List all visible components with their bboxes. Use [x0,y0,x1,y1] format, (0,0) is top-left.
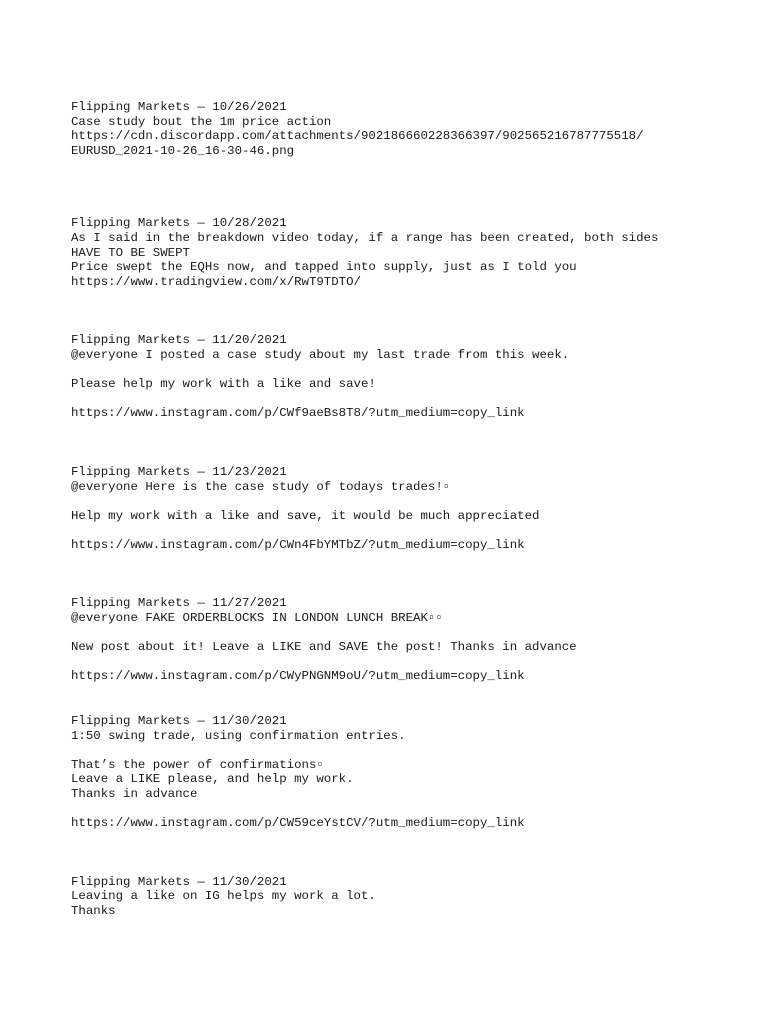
message-header: Flipping Markets — 11/27/2021 [71,596,287,611]
message-gap [71,289,751,333]
message-1 [71,100,751,158]
message-line: Help my work with a like and save, it would be much appreciated [71,508,540,523]
message-link[interactable]: https://www.tradingview.com/x/RwT9TDTO/ [71,274,361,289]
message-header: Flipping Markets — 11/30/2021 [71,874,287,889]
message-line [71,392,751,407]
message-link[interactable]: https://www.instagram.com/p/CWyPNGNM9oU/?utm_medium=copy_link [71,669,525,684]
message-line: Please help my work with a like and save! [71,377,376,392]
message-6 [71,714,751,831]
document-page [71,100,751,919]
message-line: @everyone I posted a case study about my last trade from this week. [71,347,570,362]
message-line: New post about it! Leave a LIKE and SAVE the post! Thanks in advance [71,640,577,655]
message-2 [71,216,751,289]
message-line: Price swept the EQHs now, and tapped into supply, just as I told you [71,260,577,275]
message-gap [71,158,751,216]
message-5 [71,596,751,684]
message-line: HAVE TO BE SWEPT [71,245,190,260]
message-link[interactable]: https://www.instagram.com/p/CW59ceYstCV/?utm_medium=copy_link [71,816,525,831]
message-line: Leave a LIKE please, and help my work. [71,772,354,787]
message-gap [71,684,751,714]
message-gap [71,552,751,596]
message-line: Leaving a like on IG helps my work a lot. [71,889,376,904]
message-line [71,523,751,538]
message-gap [71,421,751,465]
message-line [71,743,751,758]
message-link[interactable]: https://cdn.discordapp.com/attachments/902186660228366397/902565216787775518/ [71,129,644,144]
message-line [71,802,751,817]
message-line: 1:50 swing trade, using confirmation entries. [71,728,406,743]
message-header: Flipping Markets — 10/26/2021 [71,100,287,114]
message-7 [71,875,751,919]
message-line [71,626,751,641]
message-line [71,655,751,670]
message-link[interactable]: EURUSD_2021-10-26_16-30-46.png [71,143,295,158]
message-header: Flipping Markets — 11/30/2021 [71,714,287,729]
message-line [71,494,751,509]
message-line: Thanks in advance [71,787,198,801]
message-gap [71,831,751,875]
message-line [71,363,751,378]
message-link[interactable]: https://www.instagram.com/p/CWn4FbYMTbZ/?utm_medium=copy_link [71,537,525,552]
message-line: As I said in the breakdown video today, if a range has been created, both sides [71,230,659,245]
message-line: Case study bout the 1m price action [71,114,332,129]
message-header: Flipping Markets — 11/23/2021 [71,464,287,479]
message-line: Thanks [71,903,116,918]
message-line: @everyone FAKE ORDERBLOCKS IN LONDON LUNCH BREAK▫▫ [71,611,443,626]
message-4 [71,465,751,553]
message-header: Flipping Markets — 11/20/2021 [71,333,287,348]
message-line: That’s the power of confirmations▫ [71,757,324,772]
message-line: @everyone Here is the case study of todays trades!▫ [71,479,451,494]
message-header: Flipping Markets — 10/28/2021 [71,216,287,231]
message-3 [71,333,751,421]
message-link[interactable]: https://www.instagram.com/p/CWf9aeBs8T8/?utm_medium=copy_link [71,406,525,421]
